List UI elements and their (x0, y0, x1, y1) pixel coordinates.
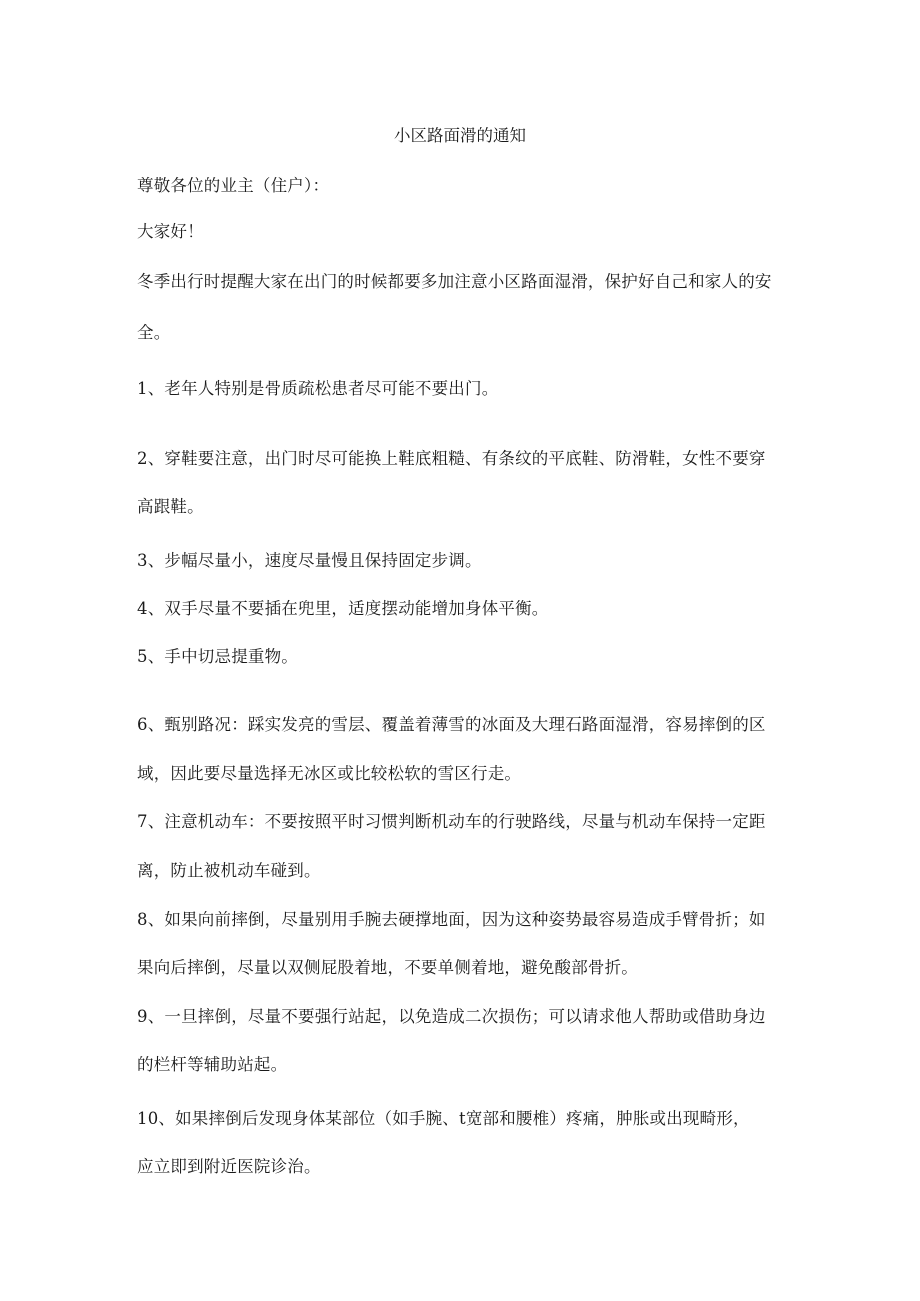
item-2-line-1: 2、穿鞋要注意，出门时尽可能换上鞋底粗糙、有条纹的平底鞋、防滑鞋，女性不要穿 (137, 449, 766, 468)
item-4: 4、双手尽量不要插在兜里，适度摆动能增加身体平衡。 (137, 599, 549, 618)
greeting-line: 尊敬各位的业主（住户）： (137, 176, 330, 195)
item-6-line-1: 6、甄别路况：踩实发亮的雪层、覆盖着薄雪的冰面及大理石路面湿滑，容易摔倒的区 (137, 715, 766, 734)
item-10-line-1: 10、如果摔倒后发现身体某部位（如手腕、t宽部和腰椎）疼痛，肿胀或出现畸形， (137, 1109, 750, 1128)
item-2-line-2: 高跟鞋。 (137, 497, 204, 516)
intro-line-1: 冬季出行时提醒大家在出门的时候都要多加注意小区路面湿滑，保护好自己和家人的安 (137, 272, 772, 291)
item-7-line-2: 离，防止被机动车碰到。 (137, 861, 321, 880)
document-title: 小区路面滑的通知 (394, 126, 526, 145)
item-7-line-1: 7、注意机动车：不要按照平时习惯判断机动车的行驶路线，尽量与机动车保持一定距 (137, 812, 766, 831)
intro-line-2: 全。 (137, 323, 171, 342)
item-10-line-2: 应立即到附近医院诊治。 (137, 1157, 321, 1176)
item-3: 3、步幅尽量小，速度尽量慢且保持固定步调。 (137, 551, 482, 570)
item-9-line-1: 9、一旦摔倒，尽量不要强行站起，以免造成二次损伤；可以请求他人帮助或借助身边 (137, 1007, 766, 1026)
item-6-line-2: 域，因此要尽量选择无冰区或比较松软的雪区行走。 (137, 764, 522, 783)
item-5: 5、手中切忌提重物。 (137, 647, 298, 666)
item-8-line-2: 果向后摔倒，尽量以双侧屁股着地，不要单侧着地，避免酸部骨折。 (137, 958, 638, 977)
hello-line: 大家好！ (137, 222, 204, 241)
item-8-line-1: 8、如果向前摔倒，尽量别用手腕去硬撑地面，因为这种姿势最容易造成手臂骨折；如 (137, 910, 766, 929)
item-9-line-2: 的栏杆等辅助站起。 (137, 1055, 288, 1074)
item-1: 1、老年人特别是骨质疏松患者尽可能不要出门。 (137, 379, 499, 398)
